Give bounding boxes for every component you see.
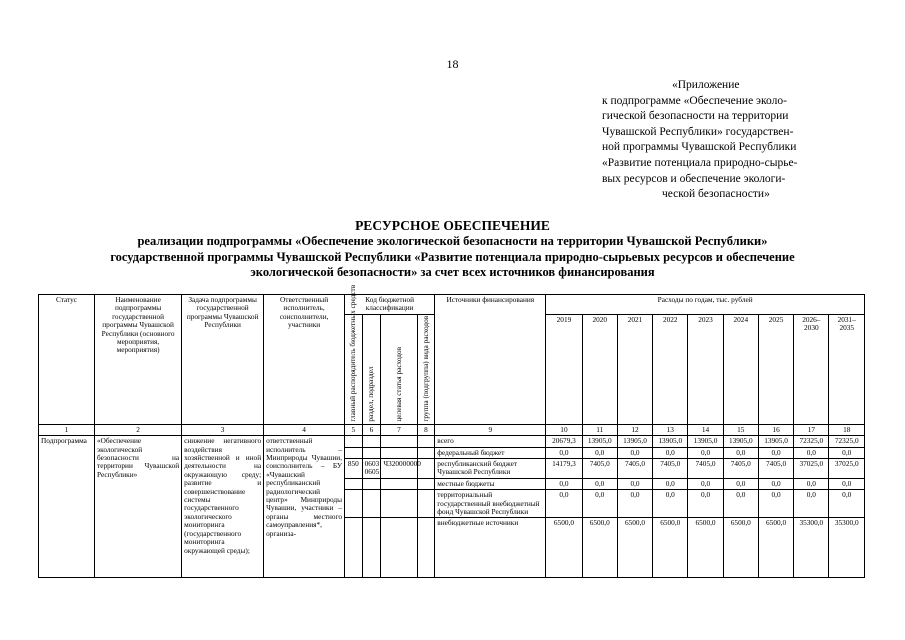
cell-amount: 7405,0 (617, 459, 652, 479)
cell-status: Подпрограмма (39, 436, 95, 578)
cell-amount: 0,0 (794, 490, 829, 518)
cell-task: снижение негативного воздействия хозяйственной и иной деятельности на окружающую среду; развитие и совершенствование системы государственного экологического мониторинга (государственного мониторинга окружающей среды); (182, 436, 264, 578)
cell-code-gr (345, 478, 363, 489)
cell-source: внебюджетные источники (435, 518, 546, 578)
cell-code-cs (381, 436, 417, 447)
appendix-title: «Приложение (672, 79, 740, 91)
cell-amount: 7405,0 (758, 459, 793, 479)
cell-source: федеральный бюджет (435, 447, 546, 458)
col-number: 11 (582, 424, 617, 435)
cell-amount: 13905,0 (688, 436, 723, 447)
cell-code-rz (362, 478, 381, 489)
col-number: 9 (435, 424, 546, 435)
header-year: 2025 (758, 314, 793, 424)
cell-amount: 13905,0 (617, 436, 652, 447)
cell-source: всего (435, 436, 546, 447)
cell-amount: 0,0 (653, 478, 688, 489)
appendix-line: ческой безопасности» (662, 188, 770, 201)
cell-code-gr (345, 447, 363, 458)
cell-amount: 0,0 (688, 447, 723, 458)
header-year: 2022 (653, 314, 688, 424)
cell-amount: 0,0 (653, 490, 688, 518)
header-task: Задача подпрограммы государственной программы Чувашской Республики (182, 295, 264, 425)
cell-code-vr (417, 447, 435, 458)
cell-source: территориальный государственный внебюджетный фонд Чувашской Республики (435, 490, 546, 518)
col-number: 8 (417, 424, 435, 435)
cell-code-rz (362, 490, 381, 518)
appendix-line: Чувашской Республики» государствен- (602, 125, 794, 138)
header-year: 2024 (723, 314, 758, 424)
appendix-line: вых ресурсов и обеспечение экологи- (602, 172, 786, 185)
cell-amount: 0,0 (829, 447, 865, 458)
cell-code-vr (417, 518, 435, 578)
appendix-line: гической безопасности на территории (602, 110, 789, 123)
cell-code-gr: 850 (345, 459, 363, 479)
cell-amount: 13905,0 (582, 436, 617, 447)
cell-code-cs (381, 447, 417, 458)
cell-name: «Обеспечение экологической безопасности на территории Чувашской Республики» (95, 436, 182, 578)
header-years-title: Расходы по годам, тыс. рублей (546, 295, 865, 315)
heading-main: РЕСУРСНОЕ ОБЕСПЕЧЕНИЕ (355, 218, 550, 233)
header-year: 2026–2030 (794, 314, 829, 424)
cell-code-cs: Ч320000000 (381, 459, 417, 479)
cell-amount: 0,0 (758, 447, 793, 458)
header-executor: Ответственный исполнитель, соисполнители, участники (264, 295, 345, 425)
col-number: 1 (39, 424, 95, 435)
col-number: 6 (362, 424, 381, 435)
cell-amount: 72325,0 (829, 436, 865, 447)
header-year: 2031–2035 (829, 314, 865, 424)
cell-executor: ответственный исполнитель – Минприроды Чувашии, соисполнитель – БУ «Чувашский республиканский радиологический центр» Минприроды Чувашии, участники – органы местного самоуправления*, организа- (264, 436, 345, 578)
col-number: 13 (653, 424, 688, 435)
cell-amount: 0,0 (758, 490, 793, 518)
col-number: 2 (95, 424, 182, 435)
cell-amount: 7405,0 (582, 459, 617, 479)
cell-amount: 0,0 (582, 490, 617, 518)
cell-code-gr (345, 490, 363, 518)
col-number: 10 (546, 424, 582, 435)
cell-amount: 6500,0 (688, 518, 723, 578)
cell-amount: 0,0 (758, 478, 793, 489)
header-year: 2019 (546, 314, 582, 424)
resource-table (38, 285, 865, 578)
document-heading (0, 217, 905, 281)
cell-amount: 0,0 (829, 490, 865, 518)
cell-amount: 13905,0 (758, 436, 793, 447)
cell-code-gr (345, 518, 363, 578)
header-status: Статус (39, 295, 95, 425)
cell-amount: 7405,0 (723, 459, 758, 479)
cell-source: республиканский бюджет Чувашской Республики (435, 459, 546, 479)
cell-amount: 0,0 (546, 478, 582, 489)
heading-line: экологической безопасности» за счет всех источников финансирования (250, 265, 655, 279)
cell-amount: 6500,0 (546, 518, 582, 578)
header-year: 2020 (582, 314, 617, 424)
cell-amount: 35300,0 (829, 518, 865, 578)
cell-amount: 0,0 (582, 447, 617, 458)
cell-amount: 0,0 (617, 478, 652, 489)
header-code-vr: группа (подгруппа) вида расходов (417, 314, 435, 424)
cell-amount: 0,0 (723, 478, 758, 489)
cell-amount: 72325,0 (794, 436, 829, 447)
col-number: 17 (794, 424, 829, 435)
cell-amount: 14179,3 (546, 459, 582, 479)
appendix-line: ной программы Чувашской Республики (602, 141, 797, 154)
cell-amount: 13905,0 (723, 436, 758, 447)
col-number: 16 (758, 424, 793, 435)
col-number: 4 (264, 424, 345, 435)
cell-amount: 0,0 (582, 478, 617, 489)
col-number: 12 (617, 424, 652, 435)
cell-amount: 0,0 (617, 490, 652, 518)
cell-amount: 0,0 (688, 490, 723, 518)
cell-code-vr (417, 436, 435, 447)
cell-code-rz (362, 447, 381, 458)
header-code-rz: раздел, подраздел (362, 314, 381, 424)
cell-amount: 6500,0 (582, 518, 617, 578)
cell-code-rz: 0603 0605 (362, 459, 381, 479)
cell-amount: 0,0 (794, 478, 829, 489)
col-number: 15 (723, 424, 758, 435)
col-number: 7 (381, 424, 417, 435)
cell-amount: 0,0 (546, 447, 582, 458)
header-source: Источники финансирования (435, 295, 546, 425)
header-code-gr: главный распорядитель бюджетных средств (345, 314, 363, 424)
header-budget-code: Код бюджетной классификации (345, 295, 435, 315)
header-year: 2021 (617, 314, 652, 424)
cell-amount: 6500,0 (723, 518, 758, 578)
cell-source: местные бюджеты (435, 478, 546, 489)
cell-amount: 0,0 (723, 447, 758, 458)
appendix-line: к подпрограмме «Обеспечение эколо- (602, 94, 787, 107)
col-number: 3 (182, 424, 264, 435)
header-name: Наименование подпрограммы государственной программы Чувашской Республики (основного мероприятия, мероприятия) (95, 295, 182, 425)
cell-amount: 0,0 (617, 447, 652, 458)
col-number: 5 (345, 424, 363, 435)
heading-line: государственной программы Чувашской Республики «Развитие потенциала природно-сырьевых ресурсов и обеспечение (110, 249, 795, 264)
cell-amount: 7405,0 (688, 459, 723, 479)
cell-code-rz (362, 436, 381, 447)
col-number: 14 (688, 424, 723, 435)
cell-amount: 6500,0 (653, 518, 688, 578)
cell-amount: 37025,0 (794, 459, 829, 479)
cell-amount: 0,0 (688, 478, 723, 489)
col-number: 18 (829, 424, 865, 435)
appendix-note (602, 78, 840, 203)
appendix-line: «Развитие потенциала природно-сырье- (602, 156, 798, 169)
cell-amount: 13905,0 (653, 436, 688, 447)
cell-amount: 37025,0 (829, 459, 865, 479)
cell-amount: 6500,0 (617, 518, 652, 578)
cell-amount: 0,0 (794, 447, 829, 458)
table-row (39, 436, 865, 447)
cell-code-cs (381, 518, 417, 578)
cell-amount: 35300,0 (794, 518, 829, 578)
cell-amount: 6500,0 (758, 518, 793, 578)
cell-code-cs (381, 490, 417, 518)
cell-code-rz (362, 518, 381, 578)
cell-code-vr (417, 478, 435, 489)
cell-amount: 7405,0 (653, 459, 688, 479)
cell-code-cs (381, 478, 417, 489)
header-code-cs: целевая статья расходов (381, 314, 417, 424)
page-number: 18 (446, 57, 459, 71)
header-year: 2023 (688, 314, 723, 424)
cell-amount: 0,0 (723, 490, 758, 518)
heading-line: реализации подпрограммы «Обеспечение экологической безопасности на территории Чувашской Республики» (137, 234, 768, 248)
cell-amount: 0,0 (829, 478, 865, 489)
cell-amount: 20679,3 (546, 436, 582, 447)
cell-amount: 0,0 (546, 490, 582, 518)
cell-code-gr (345, 436, 363, 447)
cell-code-vr (417, 490, 435, 518)
cell-amount: 0,0 (653, 447, 688, 458)
table-body (39, 436, 865, 578)
